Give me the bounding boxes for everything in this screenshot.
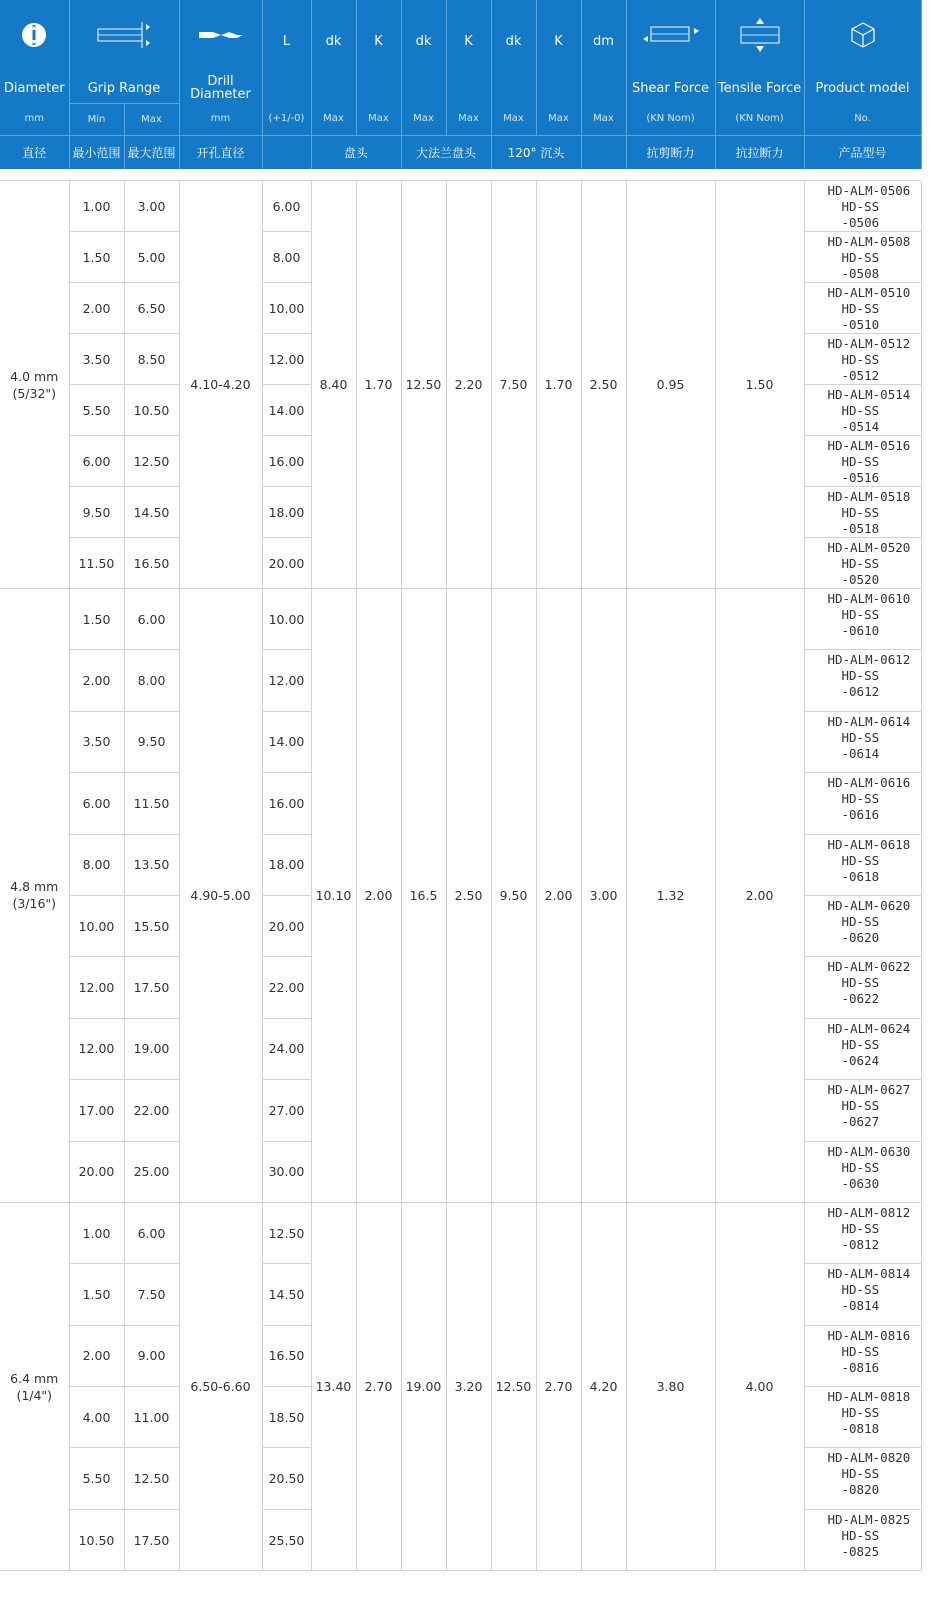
model-ss: HD-SS -0510 xyxy=(841,301,880,332)
model-alm: HD-ALM-0812 xyxy=(827,1204,911,1220)
cn-drill: 开孔直径 xyxy=(179,135,262,169)
unit-dm: Max xyxy=(581,103,626,135)
cell-shear-force: 3.80 xyxy=(626,1202,715,1570)
model-alm: HD-ALM-0618 xyxy=(827,836,911,852)
cn-diameter: 直径 xyxy=(0,135,69,169)
cell-product-model xyxy=(804,834,921,895)
cell-grip-min: 1.50 xyxy=(69,589,124,650)
cell-k2: 3.20 xyxy=(446,1202,491,1570)
spec-table-body xyxy=(0,181,922,1571)
cell-product-model xyxy=(804,385,921,436)
tensile-force-icon xyxy=(739,17,781,53)
cell-length: 20.00 xyxy=(262,538,311,589)
model-ss: HD-SS -0620 xyxy=(841,913,880,945)
model-alm: HD-ALM-0518 xyxy=(827,489,911,504)
diameter-icon xyxy=(21,22,47,48)
cell-product-model xyxy=(804,711,921,772)
model-ss: HD-SS -0610 xyxy=(841,607,880,638)
cell-grip-max: 3.00 xyxy=(124,181,179,232)
cell-length: 18.00 xyxy=(262,487,311,538)
cell-grip-max: 8.00 xyxy=(124,650,179,711)
cell-product-model xyxy=(804,957,921,1018)
cell-diameter xyxy=(0,181,69,589)
header-tensile-force: Tensile Force xyxy=(715,75,804,103)
model-alm: HD-ALM-0612 xyxy=(827,652,911,668)
diameter-imperial: (3/16") xyxy=(12,896,57,912)
diameter-metric: 6.4 mm xyxy=(10,1370,59,1386)
cell-product-model xyxy=(804,538,921,589)
cell-product-model xyxy=(804,1080,921,1141)
cell-grip-max: 13.50 xyxy=(124,834,179,895)
cell-grip-max: 17.50 xyxy=(124,957,179,1018)
model-alm: HD-ALM-0818 xyxy=(827,1389,911,1405)
model-alm: HD-ALM-0825 xyxy=(827,1511,911,1527)
cell-grip-min: 5.50 xyxy=(69,1448,124,1509)
model-ss: HD-SS -0825 xyxy=(841,1527,880,1559)
cell-product-model xyxy=(804,1325,921,1386)
cell-product-model xyxy=(804,773,921,834)
cell-grip-max: 15.50 xyxy=(124,895,179,956)
diameter-imperial: (1/4") xyxy=(16,1387,53,1403)
cell-product-model xyxy=(804,1387,921,1448)
model-ss: HD-SS -0616 xyxy=(841,791,880,823)
cell-product-model xyxy=(804,283,921,334)
unit-k1: Max xyxy=(356,103,401,135)
header-dk3: dk xyxy=(491,0,536,103)
model-ss: HD-SS -0618 xyxy=(841,852,880,884)
cell-product-model xyxy=(804,1264,921,1325)
model-alm: HD-ALM-0622 xyxy=(827,959,911,975)
header-k1: K xyxy=(356,0,401,103)
cell-grip-min: 17.00 xyxy=(69,1080,124,1141)
cell-grip-min: 3.50 xyxy=(69,334,124,385)
model-ss: HD-SS -0630 xyxy=(841,1159,880,1191)
cell-k3: 2.70 xyxy=(536,1202,581,1570)
cn-grip-max: 最大范围 xyxy=(124,135,179,169)
header-drill-diameter xyxy=(179,75,262,103)
cell-length: 10.00 xyxy=(262,283,311,334)
cell-grip-max: 19.00 xyxy=(124,1018,179,1079)
model-ss: HD-SS -0818 xyxy=(841,1405,880,1437)
unit-drill: mm xyxy=(179,103,262,135)
cell-diameter xyxy=(0,1202,69,1570)
cell-product-model xyxy=(804,1509,921,1570)
cell-dk2: 12.50 xyxy=(401,181,446,589)
cell-shear-force: 0.95 xyxy=(626,181,715,589)
cell-grip-min: 12.00 xyxy=(69,957,124,1018)
header-dk1: dk xyxy=(311,0,356,103)
cell-grip-max: 12.50 xyxy=(124,1448,179,1509)
unit-shear: (KN Nom) xyxy=(626,103,715,135)
model-alm: HD-ALM-0816 xyxy=(827,1327,911,1343)
model-alm: HD-ALM-0516 xyxy=(827,438,911,453)
cell-grip-min: 11.50 xyxy=(69,538,124,589)
cell-grip-min: 10.50 xyxy=(69,1509,124,1570)
cell-shear-force: 1.32 xyxy=(626,589,715,1203)
model-ss: HD-SS -0508 xyxy=(841,250,880,281)
diameter-metric: 4.8 mm xyxy=(10,879,59,895)
cell-dk3: 9.50 xyxy=(491,589,536,1203)
cell-dk3: 7.50 xyxy=(491,181,536,589)
model-alm: HD-ALM-0614 xyxy=(827,713,911,729)
cn-large-flange: 大法兰盘头 xyxy=(401,135,491,169)
cell-grip-min: 9.50 xyxy=(69,487,124,538)
header-diameter-icon-cell xyxy=(0,0,69,75)
unit-dk2: Max xyxy=(401,103,446,135)
cell-product-model xyxy=(804,895,921,956)
unit-tensile: (KN Nom) xyxy=(715,103,804,135)
cell-length: 16.00 xyxy=(262,436,311,487)
model-ss: HD-SS -0612 xyxy=(841,668,880,700)
cell-drill-diameter: 4.90-5.00 xyxy=(179,589,262,1203)
diameter-metric: 4.0 mm xyxy=(10,368,59,384)
model-alm: HD-ALM-0627 xyxy=(827,1082,911,1098)
cell-tensile-force: 2.00 xyxy=(715,589,804,1203)
header-product-model: Product model xyxy=(804,75,921,103)
header-drill-line1: Drill xyxy=(207,73,234,89)
cell-product-model xyxy=(804,589,921,650)
cn-dm-blank xyxy=(581,135,626,169)
cell-diameter xyxy=(0,589,69,1203)
cell-dk1: 8.40 xyxy=(311,181,356,589)
cell-length: 12.00 xyxy=(262,334,311,385)
cell-grip-max: 9.50 xyxy=(124,711,179,772)
cell-k3: 2.00 xyxy=(536,589,581,1203)
model-alm: HD-ALM-0814 xyxy=(827,1266,911,1282)
cn-L-blank xyxy=(262,135,311,169)
table-row xyxy=(0,181,921,232)
cell-grip-max: 16.50 xyxy=(124,538,179,589)
cell-k1: 1.70 xyxy=(356,181,401,589)
spec-table-header xyxy=(0,0,922,169)
model-ss: HD-SS -0520 xyxy=(841,556,880,587)
model-alm: HD-ALM-0510 xyxy=(827,285,911,300)
model-ss: HD-SS -0518 xyxy=(841,505,880,536)
cell-dk2: 16.5 xyxy=(401,589,446,1203)
cell-grip-min: 1.50 xyxy=(69,1264,124,1325)
cell-grip-max: 17.50 xyxy=(124,1509,179,1570)
header-grip-range: Grip Range xyxy=(69,75,179,103)
cell-tensile-force: 1.50 xyxy=(715,181,804,589)
cell-product-model xyxy=(804,436,921,487)
cell-dm: 2.50 xyxy=(581,181,626,589)
unit-k2: Max xyxy=(446,103,491,135)
cn-shear: 抗剪断力 xyxy=(626,135,715,169)
cell-grip-max: 8.50 xyxy=(124,334,179,385)
cell-length: 24.00 xyxy=(262,1018,311,1079)
model-alm: HD-ALM-0514 xyxy=(827,387,911,402)
unit-grip-min: Min xyxy=(69,103,124,135)
header-model-icon-cell xyxy=(804,0,921,75)
cell-dk1: 13.40 xyxy=(311,1202,356,1570)
cell-length: 12.00 xyxy=(262,650,311,711)
table-row xyxy=(0,589,921,650)
header-dm: dm xyxy=(581,0,626,103)
cell-grip-max: 11.50 xyxy=(124,773,179,834)
header-diameter: Diameter xyxy=(0,75,69,103)
cell-grip-max: 6.00 xyxy=(124,589,179,650)
unit-grip-max: Max xyxy=(124,103,179,135)
header-shear-force: Shear Force xyxy=(626,75,715,103)
model-ss: HD-SS -0627 xyxy=(841,1098,880,1130)
cell-grip-min: 10.00 xyxy=(69,895,124,956)
cn-tensile: 抗拉断力 xyxy=(715,135,804,169)
model-ss: HD-SS -0820 xyxy=(841,1466,880,1498)
unit-dk1: Max xyxy=(311,103,356,135)
cell-grip-max: 11.00 xyxy=(124,1387,179,1448)
cell-dk3: 12.50 xyxy=(491,1202,536,1570)
model-ss: HD-SS -0512 xyxy=(841,352,880,383)
cell-product-model xyxy=(804,181,921,232)
cell-length: 6.00 xyxy=(262,181,311,232)
model-ss: HD-SS -0614 xyxy=(841,729,880,761)
cell-grip-min: 2.00 xyxy=(69,283,124,334)
diameter-imperial: (5/32") xyxy=(12,385,57,401)
cell-grip-max: 10.50 xyxy=(124,385,179,436)
cell-length: 27.00 xyxy=(262,1080,311,1141)
cell-length: 12.50 xyxy=(262,1202,311,1263)
cell-product-model xyxy=(804,650,921,711)
model-alm: HD-ALM-0512 xyxy=(827,336,911,351)
cell-product-model xyxy=(804,1448,921,1509)
model-ss: HD-SS -0624 xyxy=(841,1036,880,1068)
model-ss: HD-SS -0506 xyxy=(841,199,880,230)
cell-length: 18.50 xyxy=(262,1387,311,1448)
cell-k2: 2.50 xyxy=(446,589,491,1203)
grip-range-icon xyxy=(94,20,154,50)
cell-length: 10.00 xyxy=(262,589,311,650)
cell-k3: 1.70 xyxy=(536,181,581,589)
unit-L: (+1/-0) xyxy=(262,103,311,135)
cell-grip-max: 14.50 xyxy=(124,487,179,538)
cell-k1: 2.70 xyxy=(356,1202,401,1570)
cell-product-model xyxy=(804,334,921,385)
cell-grip-max: 6.00 xyxy=(124,1202,179,1263)
table-row xyxy=(0,1202,921,1263)
cn-countersunk: 120° 沉头 xyxy=(491,135,581,169)
unit-dk3: Max xyxy=(491,103,536,135)
unit-k3: Max xyxy=(536,103,581,135)
cell-grip-max: 25.00 xyxy=(124,1141,179,1202)
cell-dm: 4.20 xyxy=(581,1202,626,1570)
cell-grip-min: 1.00 xyxy=(69,181,124,232)
header-drill-icon-cell xyxy=(179,0,262,75)
cell-grip-max: 6.50 xyxy=(124,283,179,334)
cell-dk1: 10.10 xyxy=(311,589,356,1203)
unit-diameter: mm xyxy=(0,103,69,135)
model-ss: HD-SS -0514 xyxy=(841,403,880,434)
cell-grip-min: 20.00 xyxy=(69,1141,124,1202)
cell-grip-max: 7.50 xyxy=(124,1264,179,1325)
model-alm: HD-ALM-0610 xyxy=(827,591,911,606)
cell-drill-diameter: 4.10-4.20 xyxy=(179,181,262,589)
cell-length: 30.00 xyxy=(262,1141,311,1202)
model-alm: HD-ALM-0520 xyxy=(827,540,911,555)
cell-grip-min: 3.50 xyxy=(69,711,124,772)
drill-bit-icon xyxy=(198,28,244,42)
model-alm: HD-ALM-0616 xyxy=(827,775,911,791)
cell-grip-max: 9.00 xyxy=(124,1325,179,1386)
cell-dk2: 19.00 xyxy=(401,1202,446,1570)
cell-length: 14.00 xyxy=(262,711,311,772)
cell-length: 16.00 xyxy=(262,773,311,834)
cell-length: 18.00 xyxy=(262,834,311,895)
cell-length: 14.00 xyxy=(262,385,311,436)
cell-drill-diameter: 6.50-6.60 xyxy=(179,1202,262,1570)
header-dk2: dk xyxy=(401,0,446,103)
cell-product-model xyxy=(804,232,921,283)
cell-product-model xyxy=(804,1202,921,1263)
model-alm: HD-ALM-0820 xyxy=(827,1450,911,1466)
cell-length: 25.50 xyxy=(262,1509,311,1570)
model-alm: HD-ALM-0506 xyxy=(827,183,911,198)
cell-product-model xyxy=(804,1018,921,1079)
header-k2: K xyxy=(446,0,491,103)
model-ss: HD-SS -0516 xyxy=(841,454,880,485)
model-ss: HD-SS -0814 xyxy=(841,1282,880,1314)
cell-grip-min: 2.00 xyxy=(69,1325,124,1386)
cell-grip-min: 6.00 xyxy=(69,436,124,487)
cell-dm: 3.00 xyxy=(581,589,626,1203)
cell-length: 8.00 xyxy=(262,232,311,283)
cell-length: 20.00 xyxy=(262,895,311,956)
cell-grip-min: 2.00 xyxy=(69,650,124,711)
cell-k1: 2.00 xyxy=(356,589,401,1203)
cell-grip-min: 5.50 xyxy=(69,385,124,436)
cell-k2: 2.20 xyxy=(446,181,491,589)
header-grip-icon-cell xyxy=(69,0,179,75)
cell-length: 22.00 xyxy=(262,957,311,1018)
cn-pan-head: 盘头 xyxy=(311,135,401,169)
unit-model: No. xyxy=(804,103,921,135)
model-alm: HD-ALM-0508 xyxy=(827,234,911,249)
cell-grip-max: 22.00 xyxy=(124,1080,179,1141)
model-ss: HD-SS -0622 xyxy=(841,975,880,1007)
cell-grip-min: 1.50 xyxy=(69,232,124,283)
cell-length: 20.50 xyxy=(262,1448,311,1509)
cell-grip-min: 4.00 xyxy=(69,1387,124,1448)
cell-tensile-force: 4.00 xyxy=(715,1202,804,1570)
header-shear-icon-cell xyxy=(626,0,715,75)
cell-grip-max: 12.50 xyxy=(124,436,179,487)
shear-force-icon xyxy=(642,25,700,45)
cell-grip-max: 5.00 xyxy=(124,232,179,283)
model-alm: HD-ALM-0624 xyxy=(827,1020,911,1036)
cell-grip-min: 12.00 xyxy=(69,1018,124,1079)
model-ss: HD-SS -0816 xyxy=(841,1343,880,1375)
model-alm: HD-ALM-0620 xyxy=(827,897,911,913)
cell-product-model xyxy=(804,487,921,538)
header-drill-line2: Diameter xyxy=(190,86,251,102)
cell-length: 16.50 xyxy=(262,1325,311,1386)
header-k3: K xyxy=(536,0,581,103)
header-tensile-icon-cell xyxy=(715,0,804,75)
cell-grip-min: 6.00 xyxy=(69,773,124,834)
cn-model: 产品型号 xyxy=(804,135,921,169)
cn-grip-min: 最小范围 xyxy=(69,135,124,169)
cell-product-model xyxy=(804,1141,921,1202)
model-ss: HD-SS -0812 xyxy=(841,1220,880,1252)
cell-grip-min: 1.00 xyxy=(69,1202,124,1263)
header-L: L xyxy=(262,0,311,103)
product-box-icon xyxy=(849,21,877,49)
model-alm: HD-ALM-0630 xyxy=(827,1143,911,1159)
cell-length: 14.50 xyxy=(262,1264,311,1325)
cell-grip-min: 8.00 xyxy=(69,834,124,895)
